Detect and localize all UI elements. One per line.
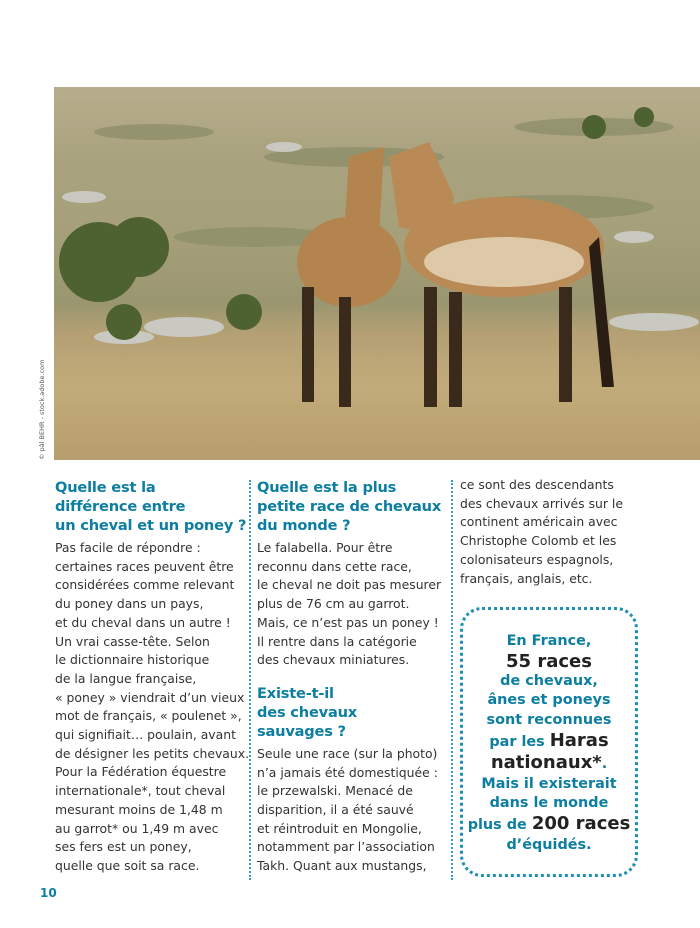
text-line: Takh. Quant aux mustangs, <box>257 858 427 874</box>
text-line: disparition, il a été sauvé <box>257 802 414 818</box>
callout-line: Mais il existerait <box>481 775 617 792</box>
heading-plus-petite-race <box>257 478 447 535</box>
page-number: 10 <box>40 886 57 900</box>
text-line: Mais, ce n’est pas un poney ! <box>257 614 439 630</box>
text-line: le przewalski. Menacé de <box>257 783 413 799</box>
callout-line: par les <box>489 733 550 750</box>
text-line: Christophe Colomb et les <box>460 533 617 549</box>
callout-text <box>460 632 638 856</box>
callout-line: ânes et poneys <box>487 692 611 709</box>
body-chevaux-sauvages <box>257 745 447 876</box>
text-line: du poney dans un pays, <box>55 596 204 612</box>
callout-line: En France, <box>506 633 592 649</box>
text-line: mot de français, « poulenet », <box>55 708 242 724</box>
text-line: ses fers est un poney, <box>55 839 192 855</box>
text-line: Quelle est la plus <box>257 479 397 496</box>
text-line: « poney » viendrait d’un vieux <box>55 689 245 705</box>
body-mustangs <box>460 476 660 588</box>
text-line: colonisateurs espagnols, <box>460 551 614 567</box>
photo-credit: © pâl BEHR - stock.adobe.com <box>38 359 46 460</box>
text-line: certaines races peuvent être <box>55 558 234 574</box>
text-line: français, anglais, etc. <box>460 570 593 586</box>
text-line: des chevaux miniatures. <box>257 652 410 668</box>
text-line: plus de 76 cm au garrot. <box>257 596 410 612</box>
text-line: le cheval ne doit pas mesurer <box>257 577 442 593</box>
text-line: des chevaux arrivés sur le <box>460 495 623 511</box>
callout-line: sont reconnues <box>486 712 612 729</box>
text-line: Quelle est la <box>55 479 156 496</box>
text-line: un cheval et un poney ? <box>55 517 247 534</box>
callout-highlight: nationaux* <box>490 751 602 773</box>
text-line: considérées comme relevant <box>55 577 235 593</box>
text-line: Existe-t-il <box>257 684 334 702</box>
column-divider <box>451 480 453 880</box>
text-line: ce sont des descendants <box>460 477 614 492</box>
text-line: et réintroduit en Mongolie, <box>257 820 422 836</box>
text-line: différence entre <box>55 498 186 515</box>
text-line: continent américain avec <box>460 514 618 530</box>
text-line: notamment par l’association <box>257 839 435 855</box>
callout-highlight: 55 races <box>506 650 592 672</box>
callout-line: dans le monde <box>489 795 609 812</box>
horse-left <box>297 147 401 407</box>
text-line: mesurant moins de 1,48 m <box>55 801 223 817</box>
heading-chevaux-sauvages <box>257 684 447 741</box>
callout-line: . <box>601 755 608 772</box>
text-line: quelle que soit sa race. <box>55 857 200 873</box>
text-line: petite race de chevaux <box>257 498 442 515</box>
text-line: de désigner les petits chevaux. <box>55 745 250 761</box>
callout-line: d’équidés. <box>506 836 592 853</box>
callout-line: de chevaux, <box>500 672 598 689</box>
heading-cheval-vs-poney <box>55 478 245 535</box>
text-line: du monde ? <box>257 517 351 534</box>
text-line: des chevaux <box>257 703 358 721</box>
callout-highlight: Haras <box>549 729 609 751</box>
text-line: qui signifiait… poulain, avant <box>55 727 236 743</box>
text-line: et du cheval dans un autre ! <box>55 614 231 630</box>
horse-right <box>389 142 614 407</box>
text-line: Le falabella. Pour être <box>257 540 393 555</box>
column-3 <box>460 476 660 588</box>
text-line: Pas facile de répondre : <box>55 540 201 555</box>
callout-highlight: 200 races <box>531 813 631 835</box>
przewalski-horses-photo <box>54 87 700 460</box>
text-line: Seule une race (sur la photo) <box>257 745 438 761</box>
callout-line: plus de <box>467 817 532 834</box>
text-line: au garrot* ou 1,49 m avec <box>55 820 219 836</box>
column-divider <box>249 480 251 880</box>
text-line: internationale*, tout cheval <box>55 783 226 799</box>
text-line: de la langue française, <box>55 670 197 686</box>
text-line: Il rentre dans la catégorie <box>257 633 417 649</box>
body-cheval-vs-poney <box>55 539 250 876</box>
text-line: sauvages ? <box>257 722 346 740</box>
text-line: le dictionnaire historique <box>55 652 210 668</box>
column-1 <box>55 478 250 876</box>
body-plus-petite-race <box>257 539 447 670</box>
text-line: Un vrai casse-tête. Selon <box>55 633 210 649</box>
text-line: Pour la Fédération équestre <box>55 764 227 780</box>
text-line: reconnu dans cette race, <box>257 558 412 574</box>
text-line: n’a jamais été domestiquée : <box>257 764 438 780</box>
column-2 <box>257 478 447 876</box>
